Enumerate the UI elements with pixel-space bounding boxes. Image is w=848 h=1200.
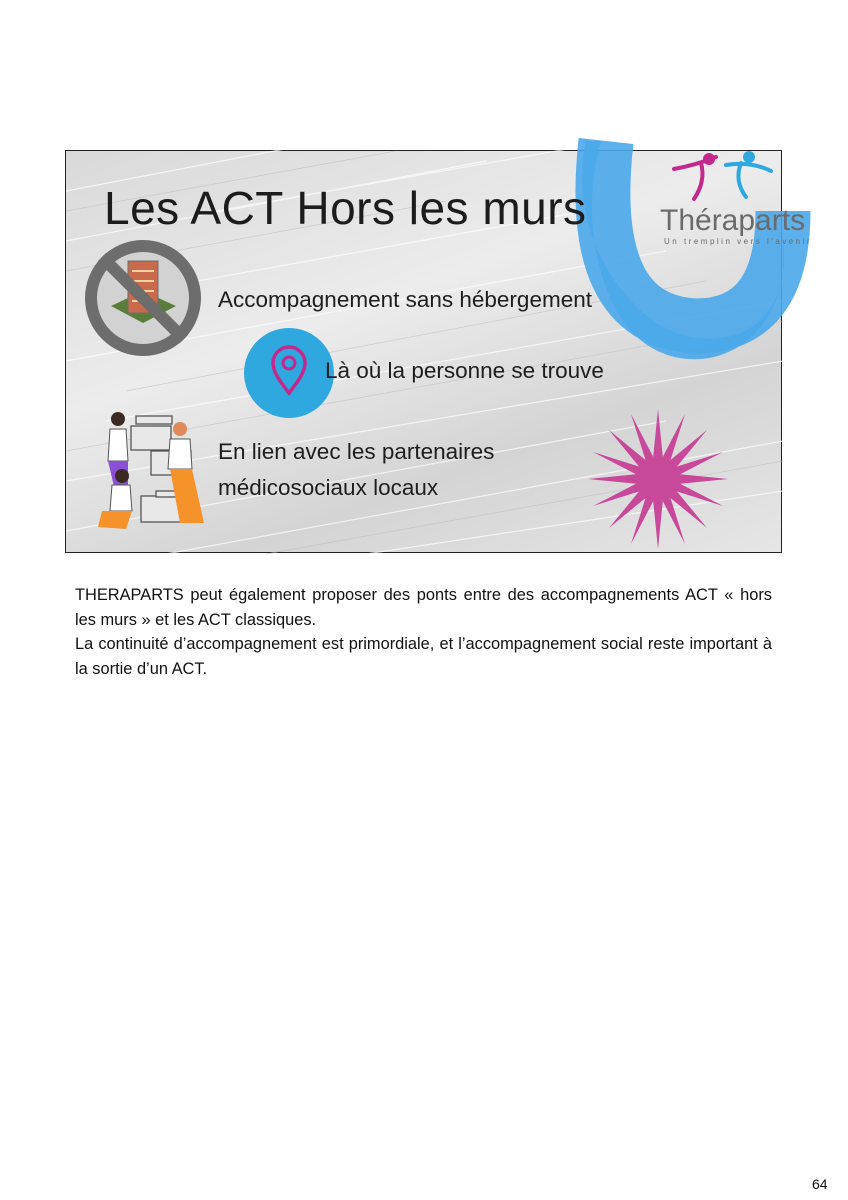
item-partners-label-line1: En lien avec les partenaires: [218, 439, 495, 464]
page-number: 64: [812, 1176, 828, 1192]
team-building-icon: [98, 412, 204, 529]
body-text: [75, 583, 772, 681]
item-partners-label-line2: médicosociaux locaux: [218, 475, 439, 500]
logo-tagline: Un tremplin vers l'avenir: [664, 237, 813, 246]
slide-title: Les ACT Hors les murs: [104, 182, 587, 234]
body-paragraph-1: THERAPARTS peut également proposer des ponts entre des accompagnements ACT « hors les murs » et les ACT classiques.: [75, 586, 772, 629]
item-location-label: Là où la personne se trouve: [325, 358, 604, 383]
slide-image: [65, 150, 813, 553]
location-pin-icon: [244, 328, 334, 418]
logo-name: Théraparts: [660, 204, 806, 237]
no-housing-icon: [85, 240, 201, 356]
starburst-shape: [588, 409, 728, 549]
body-paragraph-2: La continuité d’accompagnement est primordiale, et l’accompagnement social reste important à la sortie d’un ACT.: [75, 635, 772, 678]
item-no-housing-label: Accompagnement sans hébergement: [218, 287, 592, 312]
